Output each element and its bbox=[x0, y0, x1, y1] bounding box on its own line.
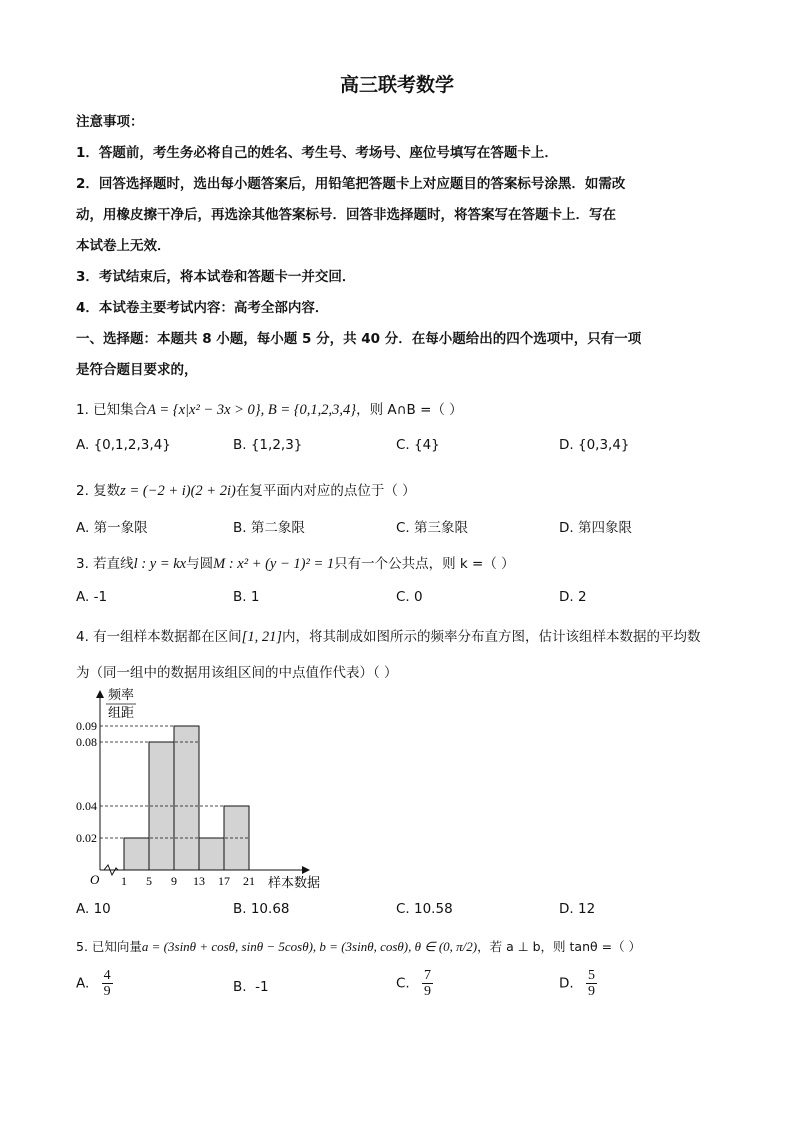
denominator: 9 bbox=[587, 984, 595, 999]
option-letter: B. bbox=[233, 979, 247, 995]
denominator: 9 bbox=[424, 984, 432, 999]
option-d: D. {0,3,4} bbox=[559, 437, 630, 453]
option-fraction bbox=[422, 968, 433, 999]
option-b bbox=[233, 979, 269, 995]
option-value: -1 bbox=[255, 979, 269, 995]
question-math: [1, 21] bbox=[241, 629, 282, 645]
section-heading: 是符合题目要求的， bbox=[76, 362, 198, 378]
option-a: A. -1 bbox=[76, 589, 108, 605]
option-fraction bbox=[586, 968, 597, 999]
question-prefix: 5. 已知向量 bbox=[76, 939, 142, 954]
notice-item: 3．考试结束后，将本试卷和答题卡一并交回． bbox=[76, 269, 356, 285]
option-fraction bbox=[102, 968, 113, 999]
x-axis-label: 样本数据 bbox=[268, 875, 321, 890]
bars-layer bbox=[124, 726, 249, 870]
y-tick-label: 0.04 bbox=[76, 799, 97, 813]
ylabel-bottom: 组距 bbox=[108, 705, 135, 720]
question-prefix: 4. 有一组样本数据都在区间 bbox=[76, 629, 242, 645]
option-c: C. 第三象限 bbox=[396, 520, 469, 536]
question-prefix: 3. 若直线 bbox=[76, 556, 134, 572]
question-math: a = (3sinθ + cosθ, sinθ − 5cosθ), b = (3sinθ, cosθ), θ ∈ (0, π/2) bbox=[141, 939, 478, 954]
numerator: 4 bbox=[103, 968, 111, 983]
option-letter: A. bbox=[76, 975, 90, 992]
section-heading: 一、选择题：本题共 8 小题，每小题 5 分，共 40 分．在每小题给出的四个选项中，只有一项 bbox=[76, 331, 642, 347]
question-math: l : y = kx bbox=[133, 556, 187, 572]
question-suffix: 只有一个公共点，则 k =（ ） bbox=[334, 556, 515, 572]
option-b: B. {1,2,3} bbox=[233, 437, 303, 453]
question-prefix: 1. 已知集合 bbox=[76, 402, 148, 418]
question-math: A = {x|x² − 3x > 0}, B = {0,1,2,3,4} bbox=[147, 402, 357, 418]
histogram-bar bbox=[174, 726, 199, 870]
question-5 bbox=[76, 937, 641, 955]
option-c: C. 0 bbox=[396, 589, 423, 605]
histogram-bar bbox=[124, 838, 149, 870]
question-4-line2: 为（同一组中的数据用该组区间的中点值作代表）（ ） bbox=[76, 665, 398, 681]
question-1 bbox=[76, 398, 463, 419]
numerator: 5 bbox=[587, 968, 595, 983]
notice-item: 4．本试卷主要考试内容：高考全部内容． bbox=[76, 300, 329, 316]
option-b: B. 第二象限 bbox=[233, 520, 305, 536]
notice-item: 2．回答选择题时，选出每小题答案后，用铅笔把答题卡上对应题目的答案标号涂黑．如需改 bbox=[76, 176, 626, 192]
notice-item: 动，用橡皮擦干净后，再选涂其他答案标号．回答非选择题时，将答案写在答题卡上．写在 bbox=[76, 207, 616, 223]
denominator: 9 bbox=[103, 984, 111, 999]
question-prefix: 2. 复数 bbox=[76, 483, 121, 499]
x-tick-label: 1 bbox=[121, 874, 127, 888]
question-suffix: ，则 A∩B =（ ） bbox=[356, 402, 463, 418]
option-a: A. {0,1,2,3,4} bbox=[76, 437, 171, 453]
option-d: D. 12 bbox=[559, 901, 596, 917]
question-math: z = (−2 + i)(2 + 2i) bbox=[120, 483, 236, 499]
question-3 bbox=[76, 552, 515, 573]
question-mid: 与圆 bbox=[186, 556, 214, 572]
option-b: B. 1 bbox=[233, 589, 260, 605]
histogram-bar bbox=[199, 838, 224, 870]
option-d: D. 第四象限 bbox=[559, 520, 632, 536]
numerator: 7 bbox=[424, 968, 432, 983]
option-a: A. 10 bbox=[76, 901, 111, 917]
option-letter: C. bbox=[396, 975, 410, 992]
notice-item: 本试卷上无效． bbox=[76, 238, 171, 254]
option-d: D. 2 bbox=[559, 589, 587, 605]
option-c bbox=[396, 968, 433, 999]
option-a: A. 第一象限 bbox=[76, 520, 148, 536]
question-math-2: M : x² + (y − 1)² = 1 bbox=[213, 556, 335, 572]
notice-item: 1．答题前，考生务必将自己的姓名、考生号、考场号、座位号填写在答题卡上． bbox=[76, 145, 558, 161]
option-letter: D. bbox=[559, 975, 574, 992]
x-tick-label: 5 bbox=[146, 874, 152, 888]
question-4 bbox=[76, 625, 700, 646]
x-tick-label: 17 bbox=[218, 874, 230, 888]
frequency-histogram bbox=[76, 684, 350, 894]
question-suffix: 内，将其制成如图所示的频率分布直方图，估计该组样本数据的平均数 bbox=[281, 629, 701, 645]
ylabel-top: 频率 bbox=[108, 687, 135, 702]
option-c: C. {4} bbox=[396, 437, 440, 453]
x-tick-label: 9 bbox=[171, 874, 177, 888]
option-d bbox=[559, 968, 597, 999]
option-c: C. 10.58 bbox=[396, 901, 453, 917]
y-tick-label: 0.08 bbox=[76, 735, 97, 749]
question-suffix: 在复平面内对应的点位于（ ） bbox=[235, 483, 416, 499]
option-b: B. 10.68 bbox=[233, 901, 290, 917]
question-suffix: ，若 a ⊥ b，则 tanθ =（ ） bbox=[477, 939, 642, 954]
origin-label: O bbox=[90, 872, 100, 887]
x-tick-label: 21 bbox=[243, 874, 255, 888]
option-a bbox=[76, 968, 113, 999]
page-title: 高三联考数学 bbox=[339, 74, 454, 96]
y-tick-label: 0.09 bbox=[76, 719, 97, 733]
notice-heading: 注意事项： bbox=[76, 114, 144, 130]
question-2 bbox=[76, 479, 416, 500]
x-tick-label: 13 bbox=[193, 874, 205, 888]
y-tick-label: 0.02 bbox=[76, 831, 97, 845]
